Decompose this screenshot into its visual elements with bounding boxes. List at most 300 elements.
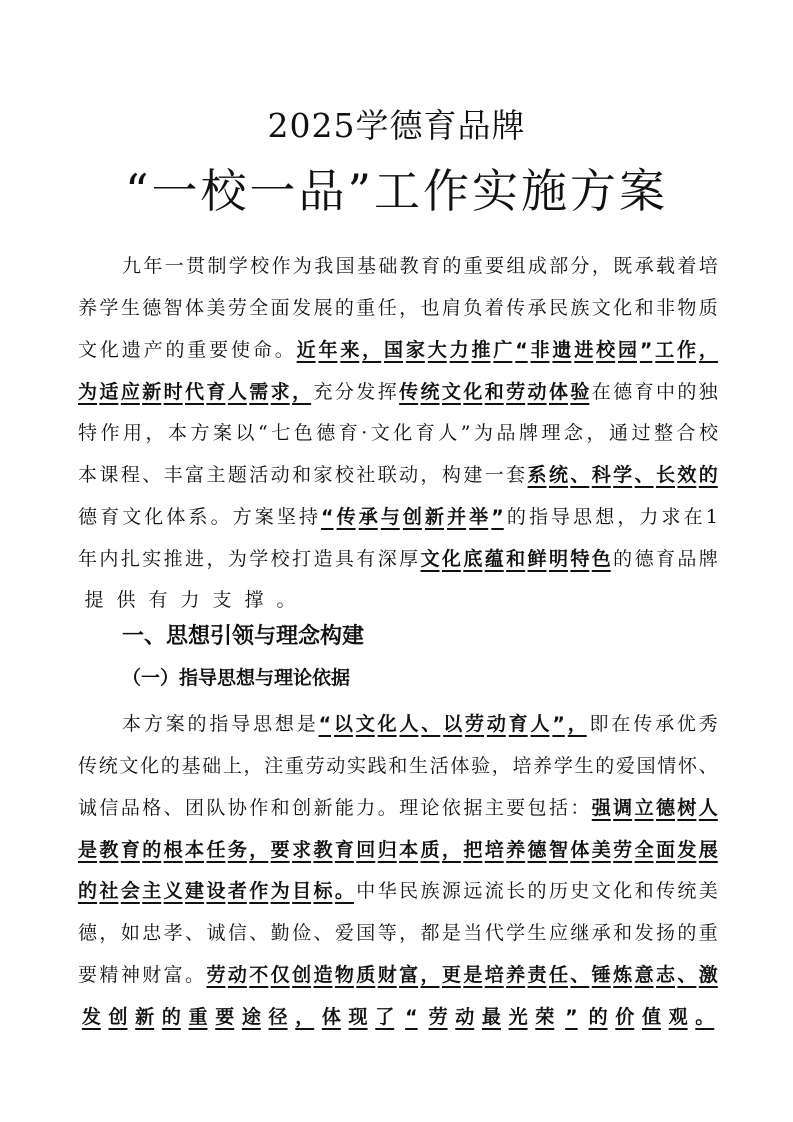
body-text: 贯 xyxy=(186,255,206,277)
body-text: 本 xyxy=(78,464,98,486)
emphasized-text: 育 xyxy=(334,839,354,861)
body-text: 在 xyxy=(611,713,631,735)
body-text: 要 xyxy=(78,964,98,986)
emphasized-text: 园 xyxy=(617,339,637,361)
body-text: 传 xyxy=(633,713,653,735)
emphasized-text: 文 xyxy=(355,713,375,735)
body-text: 充 xyxy=(313,381,333,403)
emphasized-text: 、 xyxy=(570,464,590,486)
emphasized-text: 育 xyxy=(206,381,226,403)
body-text: 智 xyxy=(163,297,183,319)
emphasized-text: 富 xyxy=(399,964,419,986)
body-text: 学 xyxy=(99,297,119,319)
body-text: 、 xyxy=(313,922,333,944)
emphasized-text: 面 xyxy=(655,839,675,861)
emphasized-text: 主 xyxy=(142,880,162,902)
body-text: 长 xyxy=(506,880,526,902)
body-text: 团 xyxy=(185,797,205,819)
emphasized-text: 本 xyxy=(399,839,419,861)
body-text: 课 xyxy=(99,464,119,486)
emphasized-text: 教 xyxy=(313,839,333,861)
body-text: 产 xyxy=(143,339,163,361)
body-text: · xyxy=(361,422,368,444)
body-text: 品 xyxy=(120,797,140,819)
body-text: 特 xyxy=(78,422,98,444)
emphasized-text: 了 xyxy=(375,1006,395,1028)
emphasized-text: 育 xyxy=(508,713,528,735)
body-text: 爱 xyxy=(334,922,354,944)
body-text: 承 xyxy=(634,255,654,277)
emphasized-text: 需 xyxy=(249,381,269,403)
body-text: 的 xyxy=(442,255,462,277)
body-text: 培 xyxy=(512,755,532,777)
body-text: ” xyxy=(460,422,471,444)
emphasized-text: 化 xyxy=(463,381,483,403)
body-text: 民 xyxy=(399,880,419,902)
body-text: 实 xyxy=(346,755,366,777)
body-text: 独 xyxy=(698,381,718,403)
body-text: 和 xyxy=(270,797,290,819)
body-text: 远 xyxy=(463,880,483,902)
body-text: 联 xyxy=(377,464,397,486)
body-text: 年 xyxy=(78,548,98,570)
body-text: 础 xyxy=(378,255,398,277)
emphasized-text: 志 xyxy=(655,964,675,986)
emphasized-text: ， xyxy=(249,839,269,861)
body-text: 系 xyxy=(188,506,208,528)
emphasized-text: 激 xyxy=(698,964,718,986)
body-text: 民 xyxy=(548,297,568,319)
body-text: 当 xyxy=(463,922,483,944)
body-text: 合 xyxy=(676,422,696,444)
body-text: 和 xyxy=(613,922,633,944)
emphasized-text: 责 xyxy=(527,964,547,986)
emphasized-text: 近 xyxy=(296,339,316,361)
emphasized-text: 育 xyxy=(120,839,140,861)
body-text: 论 xyxy=(420,797,440,819)
body-text: 的 xyxy=(334,297,354,319)
body-text: 理 xyxy=(541,422,561,444)
body-text: 厚 xyxy=(399,548,419,570)
body-text: 注 xyxy=(264,755,284,777)
text-line xyxy=(78,372,718,412)
body-text: 分 xyxy=(570,255,590,277)
body-text: 统 xyxy=(677,880,697,902)
emphasized-text: 广 xyxy=(493,339,513,361)
emphasized-text: 意 xyxy=(634,964,654,986)
body-text: 怀 xyxy=(677,755,697,777)
emphasized-text: 归 xyxy=(377,839,397,861)
emphasized-text: 的 xyxy=(698,464,718,486)
emphasized-text: 并 xyxy=(447,506,467,528)
body-text: 部 xyxy=(549,255,569,277)
emphasized-text: 养 xyxy=(506,964,526,986)
body-text: 史 xyxy=(570,880,590,902)
body-text: 。 xyxy=(274,339,294,361)
emphasized-text: 国 xyxy=(384,339,404,361)
text-line xyxy=(78,455,718,495)
body-text: ， xyxy=(399,922,419,944)
body-text: 求 xyxy=(661,506,681,528)
body-text: 协 xyxy=(227,797,247,819)
emphasized-text: 求 xyxy=(292,839,312,861)
body-text: 、 xyxy=(249,922,269,944)
body-text: 在 xyxy=(683,506,703,528)
emphasized-text: 家 xyxy=(405,339,425,361)
body-text: 丰 xyxy=(163,464,183,486)
emphasized-text: 来 xyxy=(340,339,360,361)
emphasized-text: 回 xyxy=(356,839,376,861)
body-text: 如 xyxy=(120,922,140,944)
body-text: 传 xyxy=(655,880,675,902)
body-text: 养 xyxy=(78,297,98,319)
body-text: 新 xyxy=(313,797,333,819)
body-text: 创 xyxy=(292,797,312,819)
emphasized-text: 时 xyxy=(163,381,183,403)
emphasized-text: 教 xyxy=(99,839,119,861)
subsection-heading: （一）指导思想与理论依据 xyxy=(122,667,351,689)
body-text: ， xyxy=(420,464,440,486)
body-text: ， xyxy=(243,755,263,777)
body-text: 力 xyxy=(356,797,376,819)
body-text: 案 xyxy=(165,713,185,735)
emphasized-text: 为 xyxy=(78,381,98,403)
body-text: 也 xyxy=(420,297,440,319)
body-text: 重 xyxy=(463,255,483,277)
emphasized-text: 根 xyxy=(163,839,183,861)
body-text: 中 xyxy=(655,381,675,403)
emphasized-text: 荣 xyxy=(535,1006,555,1028)
body-text: 深 xyxy=(377,548,397,570)
emphasized-text: 、 xyxy=(677,964,697,986)
body-text: 本 xyxy=(122,713,142,735)
body-text: 族 xyxy=(420,880,440,902)
body-text: “ xyxy=(258,422,268,444)
body-text: 教 xyxy=(399,255,419,277)
emphasized-text: 年 xyxy=(318,339,338,361)
body-text: 统 xyxy=(98,755,118,777)
text-line xyxy=(122,246,718,286)
body-text: 承 xyxy=(655,713,675,735)
body-text: 的 xyxy=(677,381,697,403)
body-text: 活 xyxy=(429,755,449,777)
emphasized-text: 物 xyxy=(334,964,354,986)
body-text: 国 xyxy=(335,255,355,277)
body-text: 分 xyxy=(334,381,354,403)
body-text: 念 xyxy=(563,422,583,444)
text-line xyxy=(78,997,718,1037)
emphasized-text: 作 xyxy=(677,339,697,361)
body-text: 组 xyxy=(506,255,526,277)
body-text: 、 xyxy=(163,797,183,819)
text-line xyxy=(78,497,718,537)
body-text: 等 xyxy=(377,922,397,944)
emphasized-text: 明 xyxy=(548,548,568,570)
body-text: 作 xyxy=(271,255,291,277)
body-text: 进 xyxy=(185,548,205,570)
body-text: 的 xyxy=(677,922,697,944)
body-text: 打 xyxy=(292,548,312,570)
body-text: 理 xyxy=(399,797,419,819)
body-text: 化 xyxy=(99,339,119,361)
body-text: 任 xyxy=(377,297,397,319)
body-text: 既 xyxy=(613,255,633,277)
body-text: ， xyxy=(591,255,611,277)
body-text: 生 xyxy=(527,922,547,944)
body-text: 负 xyxy=(463,297,483,319)
body-text: 思 xyxy=(573,506,593,528)
body-text: ： xyxy=(570,797,590,819)
body-text: 和 xyxy=(388,755,408,777)
emphasized-text: ， xyxy=(362,339,382,361)
emphasized-text: “ xyxy=(318,713,332,735)
emphasized-text: 举 xyxy=(469,506,489,528)
emphasized-text: 目 xyxy=(292,880,312,902)
body-text: 支 xyxy=(212,589,232,611)
body-text: 色 xyxy=(293,422,313,444)
body-text: 文 xyxy=(591,880,611,902)
body-text: 成 xyxy=(527,255,547,277)
body-text: 体 xyxy=(166,506,186,528)
emphasized-text: 传 xyxy=(336,506,356,528)
emphasized-text: 应 xyxy=(120,381,140,403)
body-text: 一 xyxy=(484,464,504,486)
body-text: 验 xyxy=(471,755,491,777)
body-text: 育 xyxy=(655,548,675,570)
body-text: 供 xyxy=(116,589,136,611)
body-text: 是 xyxy=(296,713,316,735)
emphasized-text: 创 xyxy=(292,964,312,986)
body-text: 体 xyxy=(450,755,470,777)
emphasized-text: 质 xyxy=(420,839,440,861)
body-text: 国 xyxy=(636,755,656,777)
text-line xyxy=(78,330,718,370)
emphasized-text: 任 xyxy=(548,964,568,986)
text-line xyxy=(78,288,718,328)
body-text: 制 xyxy=(207,255,227,277)
body-text: 中 xyxy=(356,880,376,902)
emphasized-text: 培 xyxy=(484,839,504,861)
emphasized-text: 与 xyxy=(380,506,400,528)
body-text: 的 xyxy=(165,339,185,361)
body-text: 过 xyxy=(631,422,651,444)
emphasized-text: 径 xyxy=(268,1006,288,1028)
emphasized-text: 创 xyxy=(402,506,422,528)
text-line xyxy=(78,871,718,911)
emphasized-text: 更 xyxy=(441,964,461,986)
body-text: 九 xyxy=(122,255,142,277)
body-text: 为 xyxy=(473,422,493,444)
emphasized-text: 化 xyxy=(377,713,397,735)
emphasized-text: 大 xyxy=(427,339,447,361)
body-text: 坚 xyxy=(276,506,296,528)
body-text: 础 xyxy=(202,755,222,777)
body-text: 德 xyxy=(634,548,654,570)
body-text: 养 xyxy=(533,755,553,777)
body-text: 命 xyxy=(252,339,272,361)
emphasized-text: 的 xyxy=(161,1006,181,1028)
body-text: 文 xyxy=(370,422,390,444)
body-text: 源 xyxy=(441,880,461,902)
body-text: 劳 xyxy=(227,297,247,319)
emphasized-text: 培 xyxy=(484,964,504,986)
body-text: 发 xyxy=(292,297,312,319)
text-line xyxy=(78,413,718,453)
emphasized-text: 进 xyxy=(574,339,594,361)
emphasized-text: 要 xyxy=(270,839,290,861)
emphasized-text: 非 xyxy=(530,339,550,361)
body-text: 基 xyxy=(181,755,201,777)
body-text: 建 xyxy=(463,464,483,486)
emphasized-text: 是 xyxy=(463,964,483,986)
body-text: 的 xyxy=(187,713,207,735)
body-text: 肩 xyxy=(441,297,461,319)
emphasized-text: 本 xyxy=(185,839,205,861)
body-text: 重 xyxy=(187,339,207,361)
text-line xyxy=(78,746,718,786)
body-text: ， xyxy=(145,422,165,444)
body-text: 动 xyxy=(326,755,346,777)
text-line xyxy=(78,580,718,620)
emphasized-text: 动 xyxy=(486,713,506,735)
body-text: 培 xyxy=(698,255,718,277)
emphasized-text: 适 xyxy=(99,381,119,403)
emphasized-text: 劳 xyxy=(428,1006,448,1028)
emphasized-text: “ xyxy=(515,339,528,361)
emphasized-text: 效 xyxy=(677,464,697,486)
emphasized-text: 、 xyxy=(634,464,654,486)
emphasized-text: 者 xyxy=(227,880,247,902)
emphasized-text: 文 xyxy=(441,381,461,403)
body-text: 队 xyxy=(206,797,226,819)
body-text: 神 xyxy=(120,964,140,986)
body-text: ， xyxy=(206,548,226,570)
emphasized-text: 的 xyxy=(78,880,98,902)
body-text: 生 xyxy=(120,297,140,319)
emphasized-text: 造 xyxy=(313,964,333,986)
emphasized-text: 创 xyxy=(108,1006,128,1028)
body-text: 指 xyxy=(528,506,548,528)
emphasized-text: 动 xyxy=(455,1006,475,1028)
emphasized-text: 财 xyxy=(377,964,397,986)
body-text: 人 xyxy=(438,422,458,444)
body-text: 的 xyxy=(506,506,526,528)
body-text: 继 xyxy=(570,922,590,944)
emphasized-text: 树 xyxy=(677,797,697,819)
body-text: 劳 xyxy=(305,755,325,777)
body-text: 秀 xyxy=(698,713,718,735)
body-text: 重 xyxy=(356,297,376,319)
body-text: 扎 xyxy=(120,548,140,570)
body-text: 和 xyxy=(634,297,654,319)
emphasized-text: 建 xyxy=(185,880,205,902)
body-text: 学 xyxy=(506,922,526,944)
emphasized-text: 新 xyxy=(424,506,444,528)
body-text: 在 xyxy=(591,381,611,403)
emphasized-text: 求 xyxy=(270,381,290,403)
body-text: 主 xyxy=(484,797,504,819)
emphasized-text: 系 xyxy=(527,464,547,486)
emphasized-text: 展 xyxy=(698,839,718,861)
body-text: 德 xyxy=(142,297,162,319)
body-text: 思 xyxy=(253,713,273,735)
body-text: 指 xyxy=(209,713,229,735)
emphasized-text: 人 xyxy=(698,797,718,819)
body-text: 我 xyxy=(314,255,334,277)
body-text: 内 xyxy=(99,548,119,570)
body-text: 面 xyxy=(270,297,290,319)
body-text: 物 xyxy=(677,297,697,319)
body-text: ， xyxy=(99,922,119,944)
body-text: 作 xyxy=(249,797,269,819)
emphasized-text: 德 xyxy=(527,839,547,861)
body-text: 的 xyxy=(595,755,615,777)
body-text: 代 xyxy=(484,922,504,944)
body-text: 年 xyxy=(143,255,163,277)
body-text: 德 xyxy=(613,381,633,403)
emphasized-text: 值 xyxy=(641,1006,661,1028)
emphasized-text: 。 xyxy=(334,880,354,902)
body-text: 体 xyxy=(185,297,205,319)
text-line xyxy=(122,704,718,744)
body-text: 文 xyxy=(122,506,142,528)
body-text: 和 xyxy=(292,464,312,486)
emphasized-text: 人 xyxy=(399,713,419,735)
body-text: 校 xyxy=(334,464,354,486)
body-text: 品 xyxy=(496,422,516,444)
body-text: 国 xyxy=(356,922,376,944)
body-text: 为 xyxy=(292,255,312,277)
emphasized-text: 立 xyxy=(634,797,654,819)
emphasized-text: 劳 xyxy=(464,713,484,735)
emphasized-text: 不 xyxy=(249,964,269,986)
text-line xyxy=(78,913,718,953)
emphasized-text: 标 xyxy=(313,880,333,902)
emphasized-text: 质 xyxy=(356,964,376,986)
body-text: 即 xyxy=(589,713,609,735)
body-text: 动 xyxy=(270,464,290,486)
emphasized-text: 统 xyxy=(420,381,440,403)
body-text: 文 xyxy=(591,297,611,319)
body-text: 传 xyxy=(78,755,98,777)
body-text: 化 xyxy=(393,422,413,444)
body-text: 富 xyxy=(185,464,205,486)
body-text: 信 xyxy=(99,797,119,819)
body-text: 美 xyxy=(206,297,226,319)
emphasized-text: 以 xyxy=(443,713,463,735)
body-text: 财 xyxy=(142,964,162,986)
body-text: 全 xyxy=(249,297,269,319)
body-text: 校 xyxy=(250,255,270,277)
body-text: 。 xyxy=(185,964,205,986)
body-text: 整 xyxy=(653,422,673,444)
body-text: 格 xyxy=(142,797,162,819)
emphasized-text: 特 xyxy=(570,548,590,570)
emphasized-text: 推 xyxy=(471,339,491,361)
emphasized-text: 统 xyxy=(548,464,568,486)
emphasized-text: 新 xyxy=(135,1006,155,1028)
text-line xyxy=(78,539,718,579)
emphasized-text: 重 xyxy=(188,1006,208,1028)
emphasized-text: 人 xyxy=(530,713,550,735)
emphasized-text: 劳 xyxy=(613,839,633,861)
body-text: 生 xyxy=(574,755,594,777)
body-text: 用 xyxy=(123,422,143,444)
body-text: 本 xyxy=(168,422,188,444)
body-text: 作 xyxy=(100,422,120,444)
body-text: 套 xyxy=(506,464,526,486)
body-text: 。 xyxy=(276,589,296,611)
